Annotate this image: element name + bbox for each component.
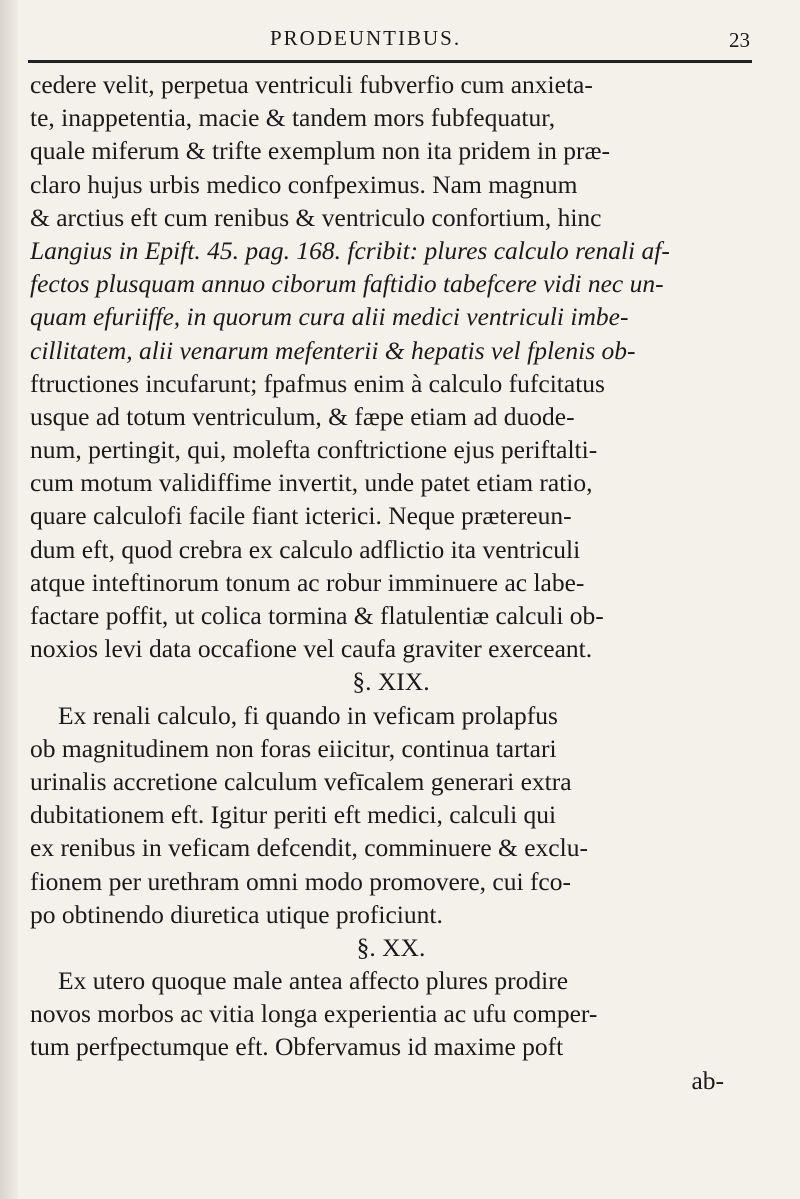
text-line: quare calculofi facile fiant icterici. Neque prætereun- xyxy=(30,501,572,531)
text-line: ftructiones incufarunt; fpafmus enim à calculo fufcitatus xyxy=(30,368,605,398)
section-heading: §. XIX. xyxy=(352,667,430,697)
text-line: dubitationem eft. Igitur periti eft medici, calculi qui xyxy=(30,800,557,830)
text-line: num, pertingit, qui, molefta conftrictione ejus periftalti- xyxy=(30,435,598,465)
header-rule xyxy=(28,60,752,63)
text-line: dum eft, quod crebra ex calculo adflictio ita ventriculi xyxy=(30,534,581,564)
text-line: ex renibus in veficam defcendit, comminuere & exclu- xyxy=(30,833,588,863)
text-line: atque inteftinorum tonum ac robur imminuere ac labe- xyxy=(30,567,585,597)
body-text xyxy=(30,68,752,1097)
text-line: urinalis accretione calculum vefīcalem generari extra xyxy=(30,766,572,796)
text-line: cum motum validiffime invertit, unde patet etiam ratio, xyxy=(30,468,593,498)
text-line: te, inappetentia, macie & tandem mors fubfequatur, xyxy=(30,103,556,133)
text-line: usque ad totum ventriculum, & fæpe etiam ad duode- xyxy=(30,401,575,431)
text-line: cedere velit, perpetua ventriculi fubverfio cum anxieta- xyxy=(30,70,593,99)
text-line-italic: quam efuriiffe, in quorum cura alii medici ventriculi imbe- xyxy=(30,302,629,332)
text-line: factare poffit, ut colica tormina & flatulentiæ calculi ob- xyxy=(30,601,604,630)
running-head: PRODEUNTIBUS. xyxy=(270,26,462,50)
text-line-italic: cillitatem, alii venarum mefenterii & hepatis vel fplenis ob- xyxy=(30,335,636,365)
text-line-italic: Langius in Epift. 45. pag. 168. fcribit: plures calculo renali af- xyxy=(30,235,670,265)
text-line: claro hujus urbis medico confpeximus. Nam magnum xyxy=(30,169,578,199)
text-line: Ex utero quoque male antea affecto plures prodire xyxy=(58,966,569,996)
text-line-italic: fectos plusquam annuo ciborum faftidio tabefcere vidi nec un- xyxy=(30,269,664,299)
page-header xyxy=(240,26,750,58)
text-line: novos morbos ac vitia longa experientia ac ufu comper- xyxy=(30,999,598,1029)
section-heading: §. XX. xyxy=(356,932,426,962)
page-number: 23 xyxy=(729,28,750,52)
text-line: Ex renali calculo, fi quando in veficam prolapfus xyxy=(58,700,558,730)
text-line: po obtinendo diuretica utique proficiunt. xyxy=(30,899,443,929)
catchword: ab- xyxy=(691,1065,724,1095)
text-line: quale miferum & trifte exemplum non ita pridem in præ- xyxy=(30,136,610,166)
text-line: & arctius eft cum renibus & ventriculo confortium, hinc xyxy=(30,202,602,232)
text-line: ob magnitudinem non foras eiicitur, continua tartari xyxy=(30,733,557,763)
text-line: fionem per urethram omni modo promovere, cui fco- xyxy=(30,866,571,896)
text-line: noxios levi data occafione vel caufa graviter exerceant. xyxy=(30,634,593,664)
page-gutter xyxy=(0,0,18,1199)
text-line: tum perfpectumque eft. Obfervamus id maxime poft xyxy=(30,1032,564,1062)
